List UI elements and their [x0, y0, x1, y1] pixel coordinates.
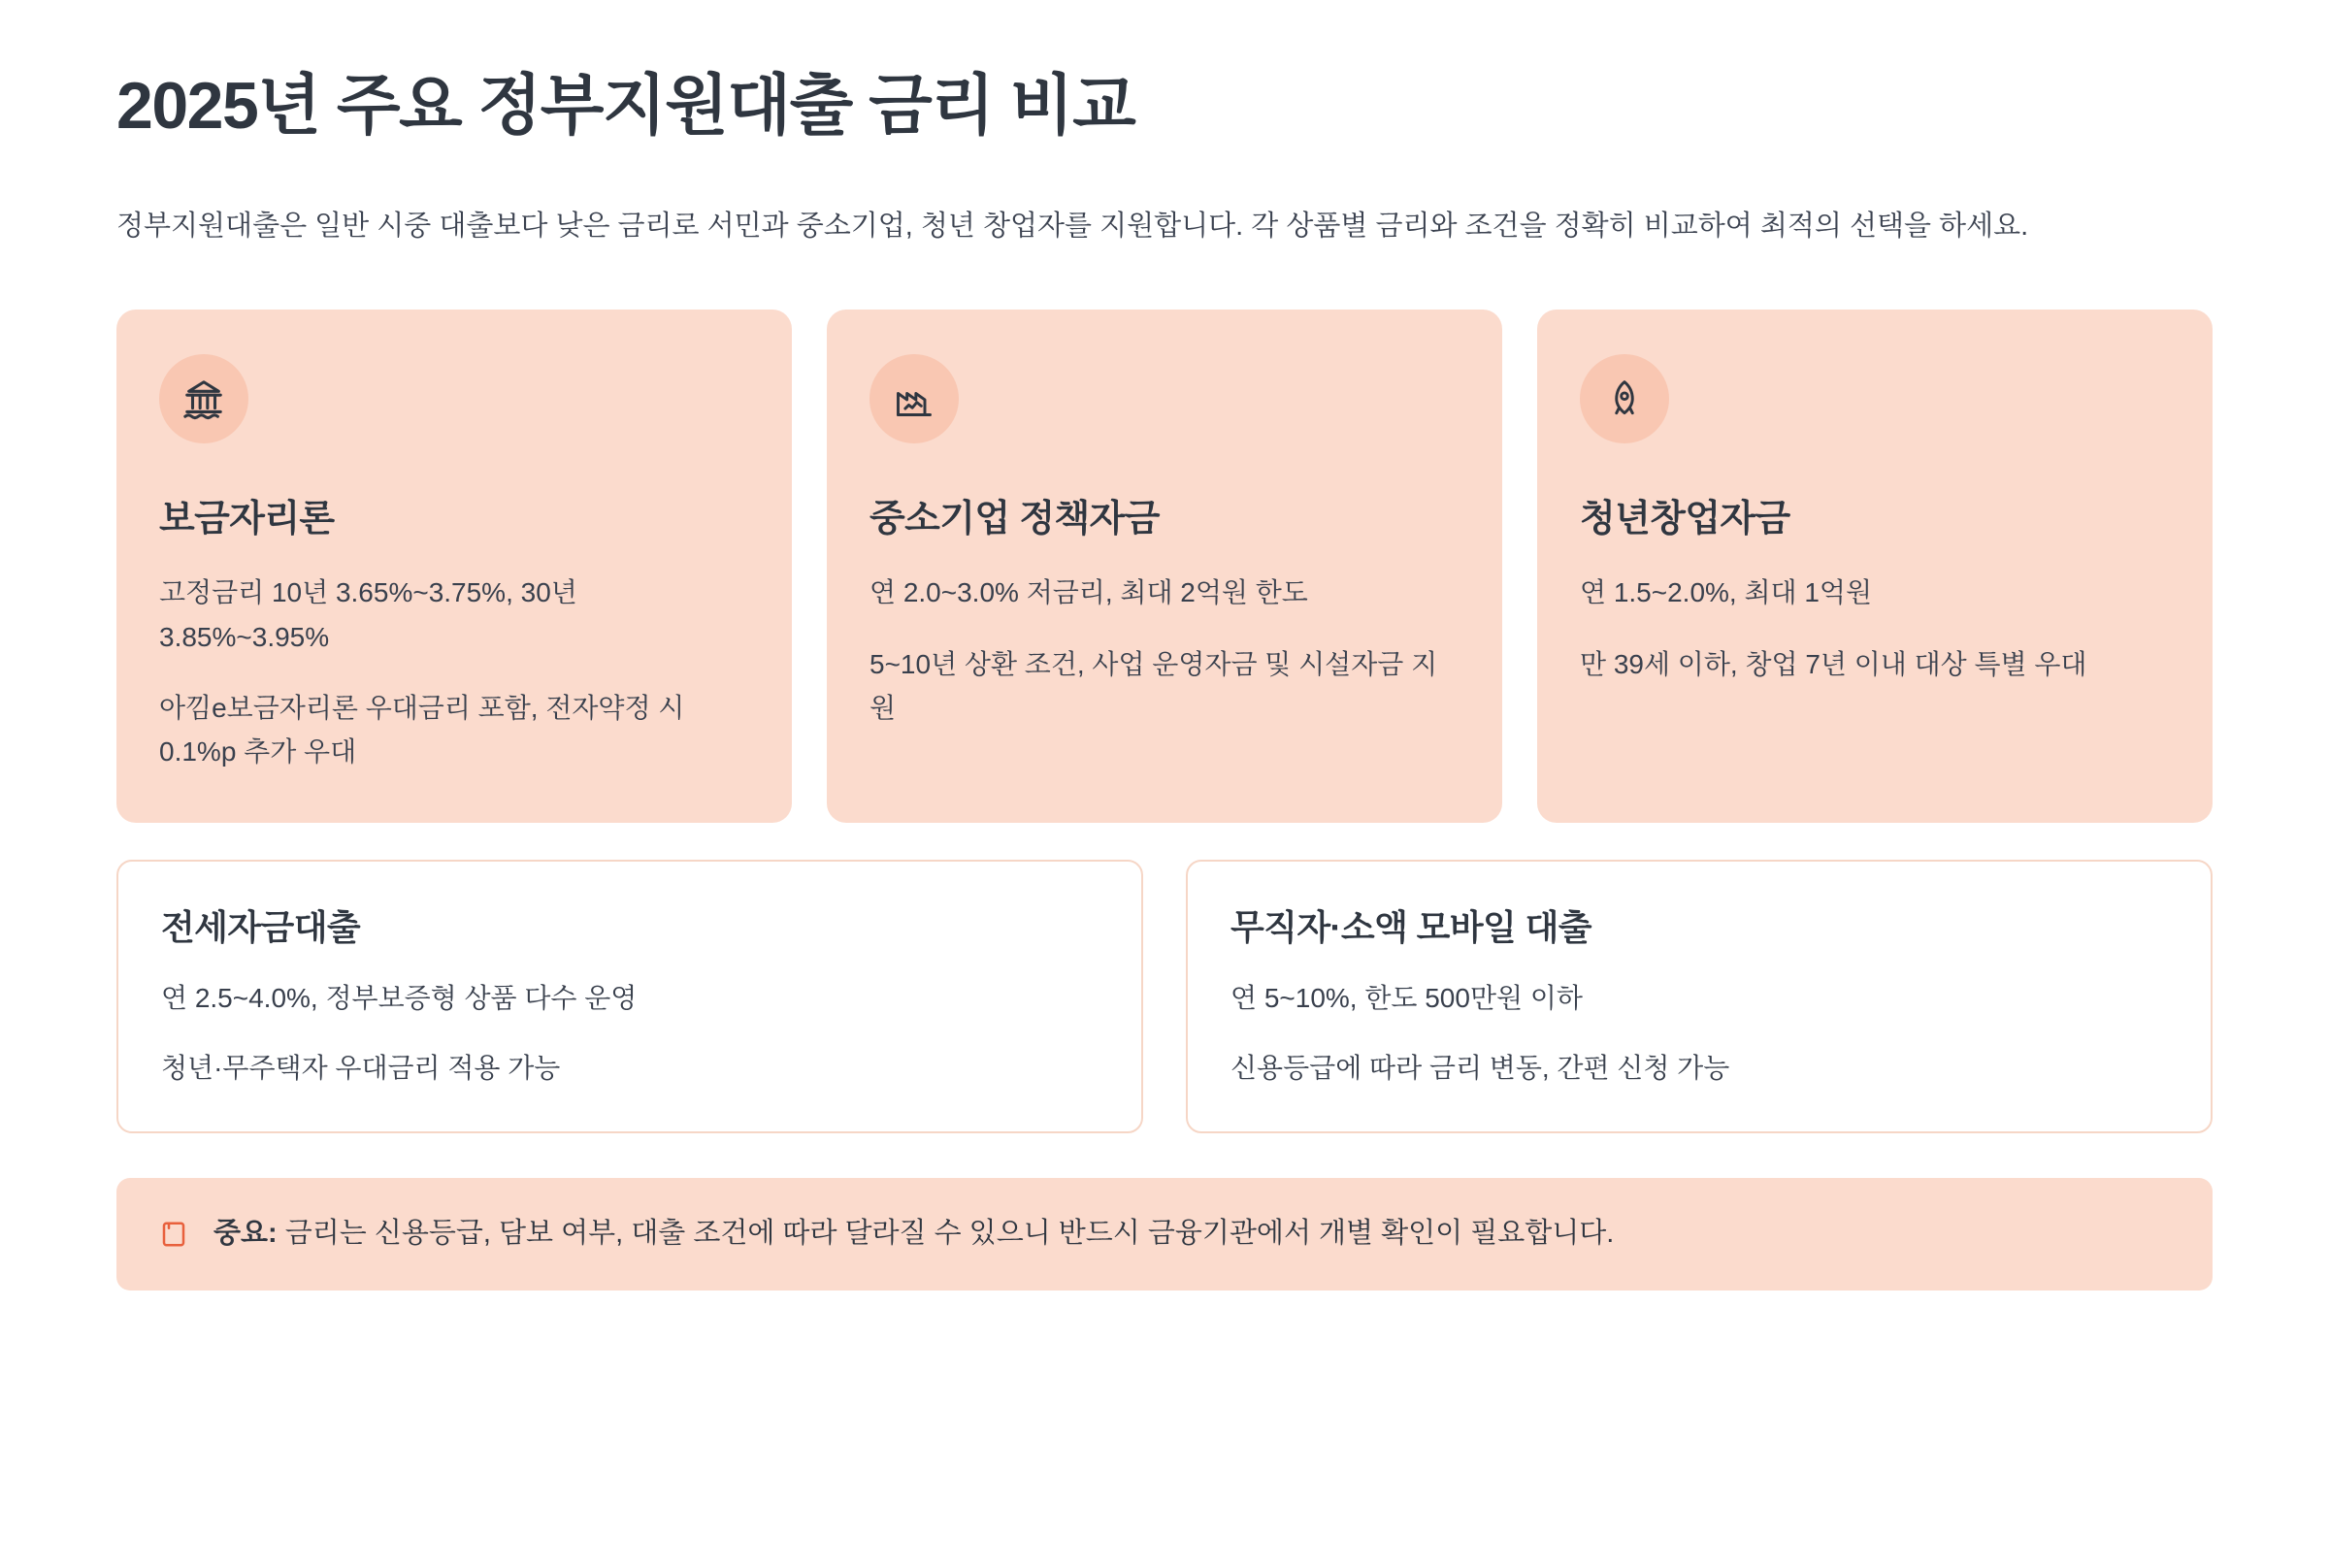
highlight-card: [827, 310, 1502, 822]
outline-card-line: 청년·무주택자 우대금리 적용 가능: [161, 1053, 561, 1084]
factory-icon: [869, 354, 959, 443]
highlight-card-title: 중소기업 정책자금: [869, 499, 1160, 540]
outline-card-row: [116, 860, 2213, 1134]
highlight-card-line: 아낌e보금자리론 우대금리 포함, 전자약정 시 0.1%p 추가 우대: [159, 692, 685, 768]
highlight-card-line: 연 2.0~3.0% 저금리, 최대 2억원 한도: [869, 577, 1308, 608]
highlight-card-line: 5~10년 상환 조건, 사업 운영자금 및 시설자금 지원: [869, 648, 1438, 723]
notice-label: 중요:: [213, 1218, 278, 1250]
highlight-card-line: 연 1.5~2.0%, 최대 1억원: [1580, 577, 1873, 608]
highlight-card-title: 청년창업자금: [1580, 499, 1790, 540]
outline-card-line: 연 5~10%, 한도 500만원 이하: [1230, 982, 1583, 1013]
highlight-card-line: 만 39세 이하, 창업 7년 이내 대상 특별 우대: [1580, 648, 2087, 679]
notice-text: [213, 1213, 1614, 1256]
highlight-card: [1537, 310, 2213, 822]
rocket-icon: [1580, 354, 1669, 443]
page-title: 2025년 주요 정부지원대출 금리 비교: [116, 69, 1135, 143]
outline-card-title: 전세자금대출: [161, 906, 361, 947]
important-notice: [116, 1178, 2213, 1290]
highlight-card-title: 보금자리론: [159, 499, 335, 540]
outline-card-line: 연 2.5~4.0%, 정부보증형 상품 다수 운영: [161, 982, 638, 1013]
note-icon: [159, 1220, 188, 1249]
intro-paragraph: 정부지원대출은 일반 시중 대출보다 낮은 금리로 서민과 중소기업, 청년 창업자를 지원합니다. 각 상품별 금리와 조건을 정확히 비교하여 최적의 선택을 하세요.: [116, 211, 2029, 243]
outline-card: [1186, 860, 2213, 1134]
outline-card: [116, 860, 1143, 1134]
outline-card-line: 신용등급에 따라 금리 변동, 간편 신청 가능: [1230, 1053, 1730, 1084]
bank-icon: [159, 354, 248, 443]
outline-card-title: 무직자·소액 모바일 대출: [1230, 906, 1591, 947]
highlight-card-line: 고정금리 10년 3.65%~3.75%, 30년 3.85%~3.95%: [159, 577, 577, 652]
highlight-card-row: [116, 310, 2213, 822]
notice-body: 금리는 신용등급, 담보 여부, 대출 조건에 따라 달라질 수 있으니 반드시 금융기관에서 개별 확인이 필요합니다.: [277, 1218, 1615, 1250]
highlight-card: [116, 310, 792, 822]
